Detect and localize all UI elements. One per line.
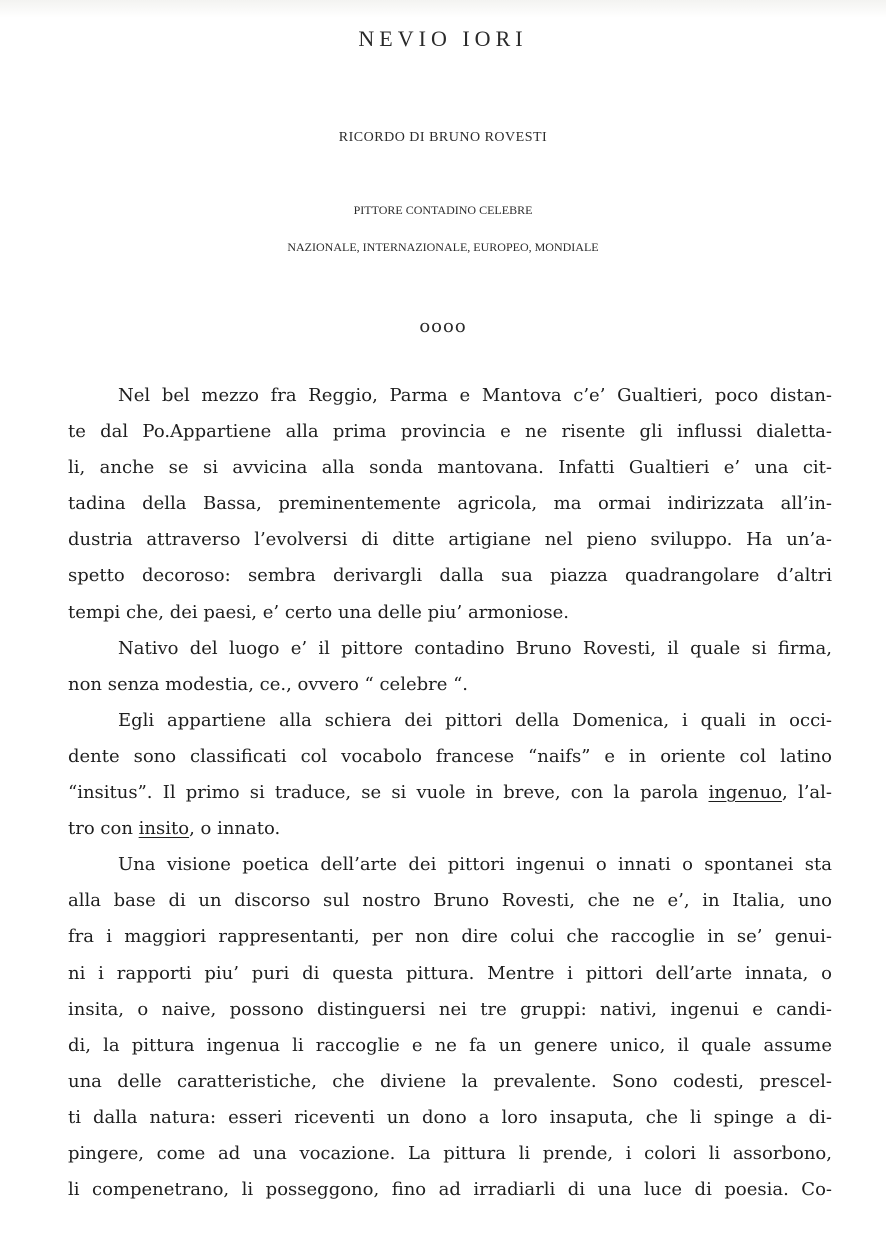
body-line: una delle caratteristiche, che diviene la prevalente. Sono codesti, prescel- xyxy=(68,1070,832,1092)
body-text: , l’al- xyxy=(782,782,832,804)
body-line: spetto decoroso: sembra derivargli dalla sua piazza quadrangolare d’altri xyxy=(68,565,832,587)
body-line xyxy=(68,779,832,815)
body-line: ni i rapporti piu’ puri di questa pittura. Mentre i pittori dell’arte innata, o xyxy=(68,962,832,984)
body-line: Egli appartiene alla schiera dei pittori della Domenica, i quali in occi- xyxy=(118,709,832,731)
body-line: insita, o naive, possono distinguersi nei tre gruppi: nativi, ingenui e candi- xyxy=(68,998,832,1020)
body-line: ti dalla natura: esseri riceventi un dono a loro insaputa, che li spinge a di- xyxy=(68,1106,832,1128)
underlined-word-ingenuo: ingenuo xyxy=(708,782,783,804)
body-line: alla base di un discorso sul nostro Bruno Rovesti, che ne e’, in Italia, uno xyxy=(68,890,832,912)
subtitle-line-1: PITTORE CONTADINO CELEBRE xyxy=(353,203,533,217)
body-line: te dal Po.Appartiene alla prima provincia e ne risente gli influssi dialetta- xyxy=(68,421,832,443)
section-separator: oooo xyxy=(419,316,467,337)
body-line: Una visione poetica dell’arte dei pittori ingenui o innati o spontanei sta xyxy=(118,854,832,876)
underlined-word-insito: insito xyxy=(138,818,190,840)
body-line: pingere, come ad una vocazione. La pittura li prende, i colori li assorbono, xyxy=(68,1142,832,1164)
body-text: , o innato. xyxy=(189,818,281,840)
article-title: RICORDO DI BRUNO ROVESTI xyxy=(338,130,548,145)
body-line: di, la pittura ingenua li raccoglie e ne fa un genere unico, il quale assume xyxy=(68,1034,832,1056)
body-line: li, anche se si avvicina alla sonda mantovana. Infatti Gualtieri e’ una cit- xyxy=(68,457,832,479)
body-line: tadina della Bassa, preminentemente agricola, ma ormai indirizzata all’in- xyxy=(68,493,832,515)
body-line: Nel bel mezzo fra Reggio, Parma e Mantova c’e’ Gualtieri, poco distan- xyxy=(118,385,832,406)
body-line: fra i maggiori rappresentanti, per non dire colui che raccoglie in se’ genui- xyxy=(68,926,832,948)
body-line xyxy=(68,815,832,851)
subtitle-line-2: NAZIONALE, INTERNAZIONALE, EUROPEO, MONDIALE xyxy=(287,240,599,254)
body-line: dustria attraverso l’evolversi di ditte artigiane nel pieno sviluppo. Ha un’a- xyxy=(68,529,832,551)
body-text: tro con xyxy=(68,818,133,840)
article-body xyxy=(68,382,832,1212)
body-text: “insitus”. Il primo si traduce, se si vuole in breve, con la parola xyxy=(68,782,699,804)
body-line: non senza modestia, ce., ovvero “ celebre “. xyxy=(68,673,469,695)
body-line: tempi che, dei paesi, e’ certo una delle piu’ armoniose. xyxy=(68,601,570,623)
body-line: dente sono classificati col vocabolo francese “naifs” e in oriente col latino xyxy=(68,745,832,767)
body-line: Nativo del luogo e’ il pittore contadino Bruno Rovesti, il quale si firma, xyxy=(118,637,832,659)
author-name: NEVIO IORI xyxy=(358,26,528,51)
body-line: li compenetrano, li posseggono, fino ad irradiarli di una luce di poesia. Co- xyxy=(68,1179,832,1201)
